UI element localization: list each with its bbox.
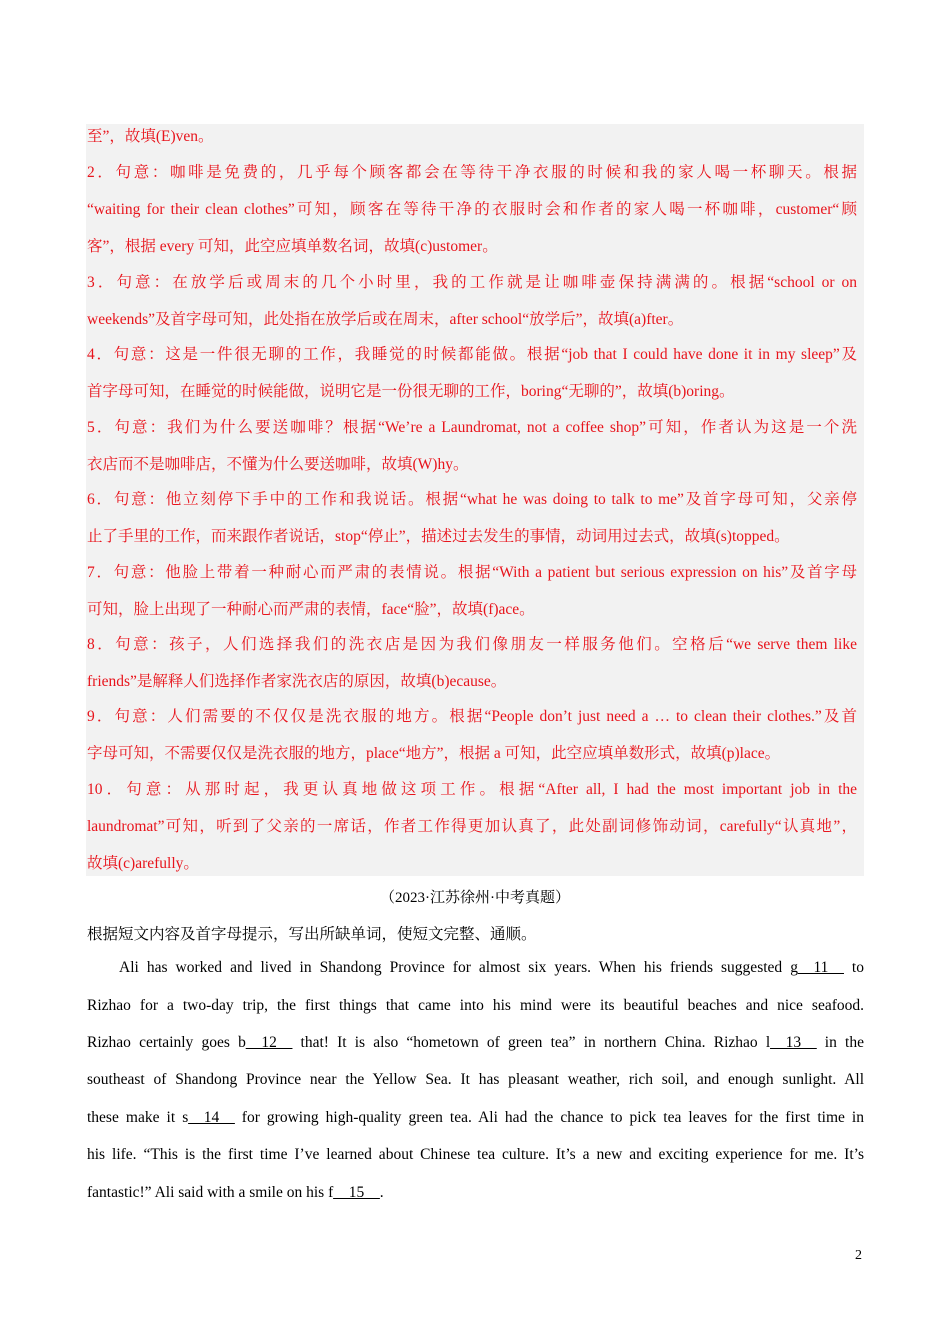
answer-line: 2．句意：咖啡是免费的，几乎每个顾客都会在等待干净衣服的时候和我的家人喝一杯聊天。根据: [87, 164, 857, 181]
passage-text: .: [379, 1184, 384, 1201]
passage-line: [119, 958, 864, 978]
answer-line: 衣店而不是咖啡店，不懂为什么要送咖啡，故填(W)hy。: [87, 456, 469, 473]
answer-line: “waiting for their clean clothes”可知，顾客在等待干净的衣服时会和作者的家人喝一杯咖啡，customer“顾: [87, 201, 857, 218]
passage-text: to: [843, 959, 864, 976]
answer-line: 可知，脸上出现了一种耐心而严肃的表情，face“脸”，故填(f)ace。: [87, 601, 535, 618]
answer-blank-12[interactable]: __12__: [245, 1034, 293, 1051]
answer-line: 4．句意：这是一件很无聊的工作，我睡觉的时候都能做。根据“job that I could have done it in my sleep”及: [87, 346, 857, 363]
answer-line: 8．句意：孩子，人们选择我们的洗衣店是因为我们像朋友一样服务他们。空格后“we serve them like: [87, 636, 857, 653]
passage-text: that! It is also “hometown of green tea” in northern China. Rizhao l: [292, 1034, 771, 1051]
passage-line: [87, 1108, 864, 1128]
answer-line: 客”，根据 every 可知，此空应填单数名词，故填(c)ustomer。: [87, 238, 498, 255]
passage-line: southeast of Shandong Province near the Yellow Sea. It has pleasant weather, rich soil, and enough sunlight. All: [87, 1071, 864, 1088]
answer-line: 6．句意：他立刻停下手中的工作和我说话。根据“what he was doing to talk to me”及首字母可知，父亲停: [87, 491, 857, 508]
passage-text: Ali has worked and lived in Shandong Province for almost six years. When his friends suggested g: [119, 959, 798, 976]
answer-blank-13[interactable]: __13__: [770, 1034, 817, 1051]
question-instruction: 根据短文内容及首字母提示，写出所缺单词，使短文完整、通顺。: [87, 926, 537, 943]
passage-text: in the: [816, 1034, 864, 1051]
passage-text: Rizhao certainly goes b: [87, 1034, 246, 1051]
answer-line: friends”是解释人们选择作者家洗衣店的原因，故填(b)ecause。: [87, 673, 507, 690]
answer-blank-14[interactable]: __14__: [188, 1109, 235, 1126]
answer-line: 10．句意：从那时起，我更认真地做这项工作。根据“After all, I had the most important job in the: [87, 781, 857, 798]
passage-line: his life. “This is the first time I’ve learned about Chinese tea culture. It’s a new and exciting experience for me. It’s: [87, 1146, 864, 1163]
answer-line: 5．句意：我们为什么要送咖啡？根据“We’re a Laundromat, not a coffee shop”可知，作者认为这是一个洗: [87, 419, 857, 436]
answer-line: 9．句意：人们需要的不仅仅是洗衣服的地方。根据“People don’t just need a … to clean their clothes.”及首: [87, 708, 857, 725]
passage-line: Rizhao for a two-day trip, the first things that came into his mind were its beautiful beaches and nice seafood.: [87, 997, 864, 1014]
answer-line: 7．句意：他脸上带着一种耐心而严肃的表情说。根据“With a patient but serious expression on his”及首字母: [87, 564, 857, 581]
answer-line: 至”，故填(E)ven。: [87, 128, 214, 145]
passage-text: these make it s: [87, 1109, 189, 1126]
answer-line: laundromat”可知，听到了父亲的一席话，作者工作得更加认真了，此处副词修饰动词，carefully“认真地”，: [87, 818, 857, 835]
passage-text: fantastic!” Ali said with a smile on his f: [87, 1184, 334, 1201]
passage-line: [87, 1183, 864, 1203]
answer-line: 3．句意：在放学后或周末的几个小时里，我的工作就是让咖啡壶保持满满的。根据“school or on: [87, 274, 857, 291]
page-number: 2: [855, 1248, 862, 1263]
question-source: （2023·江苏徐州·中考真题）: [380, 890, 570, 906]
answer-line: 首字母可知，在睡觉的时候能做，说明它是一份很无聊的工作，boring“无聊的”，故填(b)oring。: [87, 383, 735, 400]
answer-line: 故填(c)arefully。: [87, 855, 199, 872]
passage-text: for growing high-quality green tea. Ali had the chance to pick tea leaves for the first time in: [234, 1109, 864, 1126]
answer-blank-15[interactable]: __15__: [333, 1184, 380, 1201]
answer-line: weekends”及首字母可知，此处指在放学后或在周末，after school“放学后”，故填(a)fter。: [87, 311, 684, 328]
answer-blank-11[interactable]: __11__: [797, 959, 844, 976]
answer-line: 字母可知，不需要仅仅是洗衣服的地方，place“地方”，根据 a 可知，此空应填单数形式，故填(p)lace。: [87, 745, 781, 762]
answer-line: 止了手里的工作，而来跟作者说话，stop“停止”，描述过去发生的事情，动词用过去式，故填(s)topped。: [87, 528, 790, 545]
passage-line: [87, 1033, 864, 1053]
